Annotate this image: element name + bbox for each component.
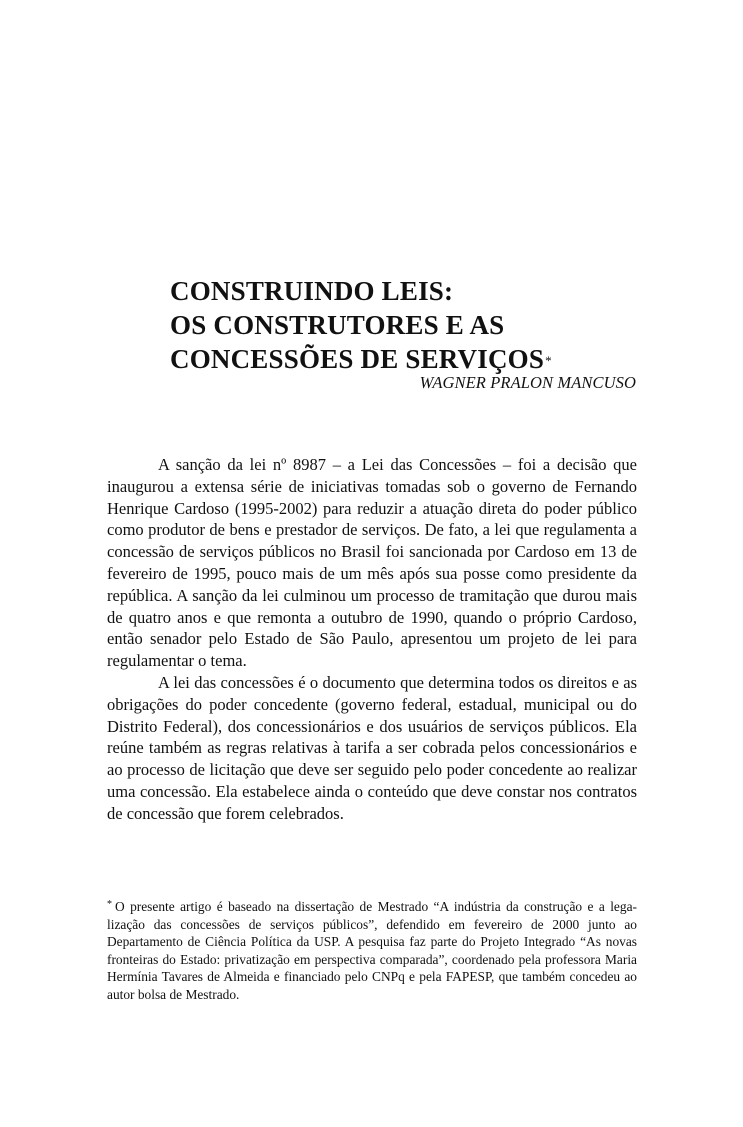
- title-footnote-marker[interactable]: *: [545, 353, 552, 369]
- article-body: [107, 454, 637, 825]
- author-name: WAGNER PRALON MANCUSO: [419, 373, 636, 392]
- title-line-2: OS CONSTRUTORES E AS: [170, 310, 505, 341]
- paragraph-2: A lei das concessões é o documento que determina todos os direitos e as obrigações do poder concedente (governo federal, estadual, municipal ou do Distrito Federal), dos concessionários e dos usuários de serviços públicos. Ela reúne também as regras relativas à tarifa a ser cobrada pelos concessionários e ao processo de licitação que deve ser seguido pelo poder concedente ao realizar uma concessão. Ela estabelece ainda o conteúdo que deve constar nos contratos de concessão que forem celebrados.: [107, 672, 637, 823]
- title-line-3-text: CONCESSÕES DE SERVIÇOS: [170, 344, 545, 375]
- footnote-marker: *: [107, 899, 112, 910]
- title-line-1: CONSTRUINDO LEIS:: [170, 276, 454, 307]
- title-line-3: [170, 342, 650, 376]
- paragraph-1: A sanção da lei nº 8987 – a Lei das Concessões – foi a decisão que inaugurou a extensa série de iniciativas tomadas sob o governo de Fernando Henrique Cardoso (1995-2002) para reduzir a atuação direta do poder público como produtor de bens e prestador de serviços. De fato, a lei que regulamenta a concessão de serviços públicos no Brasil foi sancionada por Cardoso em 13 de fevereiro de 1995, pouco mais de um mês após sua posse como presidente da república. A sanção da lei culminou um processo de tramitação que durou mais de quatro anos e que remonta a outubro de 1990, quando o próprio Cardoso, então senador pelo Estado de São Paulo, apresentou um projeto de lei para regulamentar o tema.: [107, 455, 637, 671]
- article-title: [170, 274, 650, 376]
- footnote-text: O presente artigo é baseado na dissertação de Mestrado “A indústria da construção e a legalização das concessões de serviços públicos”, defendido em fevereiro de 2000 junto ao Departamento de Ciência Política da USP. A pesquisa faz parte do Projeto Integrado “As novas fronteiras do Estado: privatização em perspectiva comparada”, coordenado pela professora Maria Hermínia Tavares de Almeida e financiado pelo CNPq e pela FAPESP, que também concedeu ao autor bolsa de Mestrado.: [107, 899, 637, 1002]
- footnote: [107, 898, 637, 1004]
